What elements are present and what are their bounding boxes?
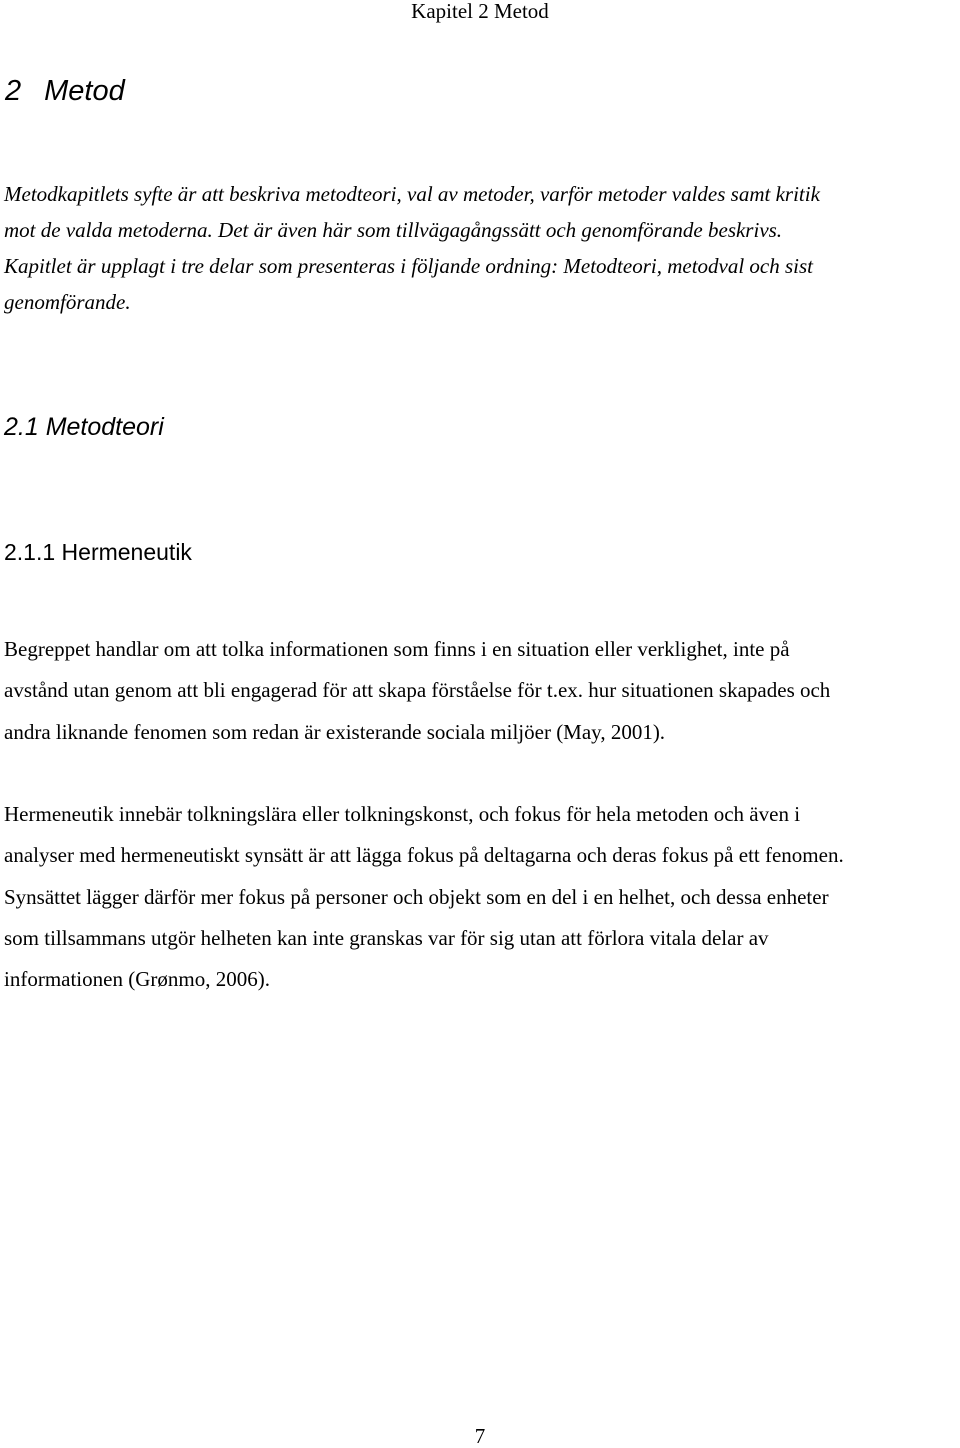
intro-line: genomförande. [4,290,131,314]
paragraph-line: Synsättet lägger därför mer fokus på personer och objekt som en del i en helhet, och dessa enheter [4,884,829,909]
paragraph-line: avstånd utan genom att bli engagerad för att skapa förståelse för t.ex. hur situationen skapades och [4,678,831,703]
body-paragraph [4,794,959,1000]
intro-paragraph [4,176,959,320]
page-number: 7 [474,1424,486,1448]
paragraph-line: informationen (Grønmo, 2006). [4,967,270,992]
paragraph-line: andra liknande fenomen som redan är existerande sociala miljöer (May, 2001). [4,719,666,744]
paragraph-line: analyser med hermeneutiskt synsätt är att lägga fokus på deltagarna och deras fokus på ett fenomen. [4,843,844,868]
paragraph-line: Hermeneutik innebär tolkningslära eller tolkningskonst, och fokus för hela metoden och även i [4,802,801,826]
intro-line: mot de valda metoderna. Det är även här som tillvägagångssätt och genomförande beskrivs. [4,218,783,242]
intro-line: Kapitlet är upplagt i tre delar som presenteras i följande ordning: Metodteori, metodval och sist [4,254,814,278]
chapter-number: 2 [5,75,22,107]
subsection-heading: 2.1.1 Hermeneutik [4,539,192,565]
section-heading: 2.1 Metodteori [4,413,164,441]
running-header: Kapitel 2 Metod [411,0,549,23]
paragraph-line: Begreppet handlar om att tolka informationen som finns i en situation eller verklighet, inte på [4,637,790,661]
chapter-title-text: Metod [44,75,125,107]
chapter-heading [5,71,125,111]
paragraph-line: som tillsammans utgör helheten kan inte granskas var för sig utan att förlora vitala delar av [4,925,769,950]
intro-line: Metodkapitlets syfte är att beskriva metodteori, val av metoder, varför metoder valdes samt kritik [4,182,820,206]
body-paragraph [4,629,959,753]
